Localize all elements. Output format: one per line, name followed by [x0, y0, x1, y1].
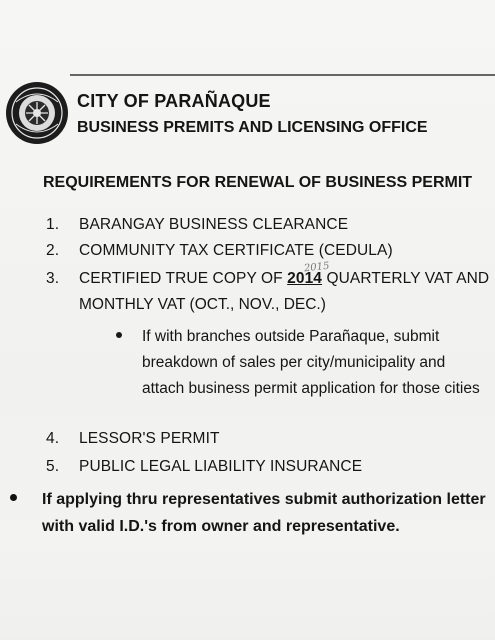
item-text: COMMUNITY TAX CERTIFICATE (CEDULA)	[79, 242, 393, 259]
representative-note: If applying thru representatives submit authorization letter with valid I.D.'s from owner and representative.	[42, 491, 486, 535]
item-number: 3.	[46, 270, 60, 287]
list-item-continuation: MONTHLY VAT (OCT., NOV., DEC.)	[79, 296, 326, 313]
office-name-subtitle: BUSINESS PREMITS AND LICENSING OFFICE	[77, 119, 428, 136]
year-value: 2014	[287, 270, 323, 287]
bullet-icon	[10, 494, 17, 501]
item-text: LESSOR'S PERMIT	[79, 430, 220, 447]
item-text-part: QUARTERLY VAT AND	[322, 270, 490, 287]
item-text: PUBLIC LEGAL LIABILITY INSURANCE	[79, 458, 363, 475]
item-number: 1.	[46, 216, 60, 233]
office-city-title: CITY OF PARAÑAQUE	[77, 91, 271, 111]
handwritten-year-annotation: 2015	[303, 260, 330, 275]
item-number: 4.	[46, 430, 60, 447]
header-divider	[70, 74, 495, 76]
branches-sub-note: If with branches outside Parañaque, submit breakdown of sales per city/municipality and attach business permit application for those cities	[142, 328, 480, 397]
item-number: 5.	[46, 458, 60, 475]
item-number: 2.	[46, 242, 60, 259]
city-seal-icon	[4, 80, 70, 146]
paper-shadow	[0, 540, 495, 640]
requirements-heading: REQUIREMENTS FOR RENEWAL OF BUSINESS PERMIT	[43, 174, 473, 191]
item-text-part: CERTIFIED TRUE COPY OF	[79, 270, 288, 287]
bullet-icon	[116, 332, 122, 338]
item-text	[79, 270, 489, 288]
item-text: BARANGAY BUSINESS CLEARANCE	[79, 216, 349, 233]
